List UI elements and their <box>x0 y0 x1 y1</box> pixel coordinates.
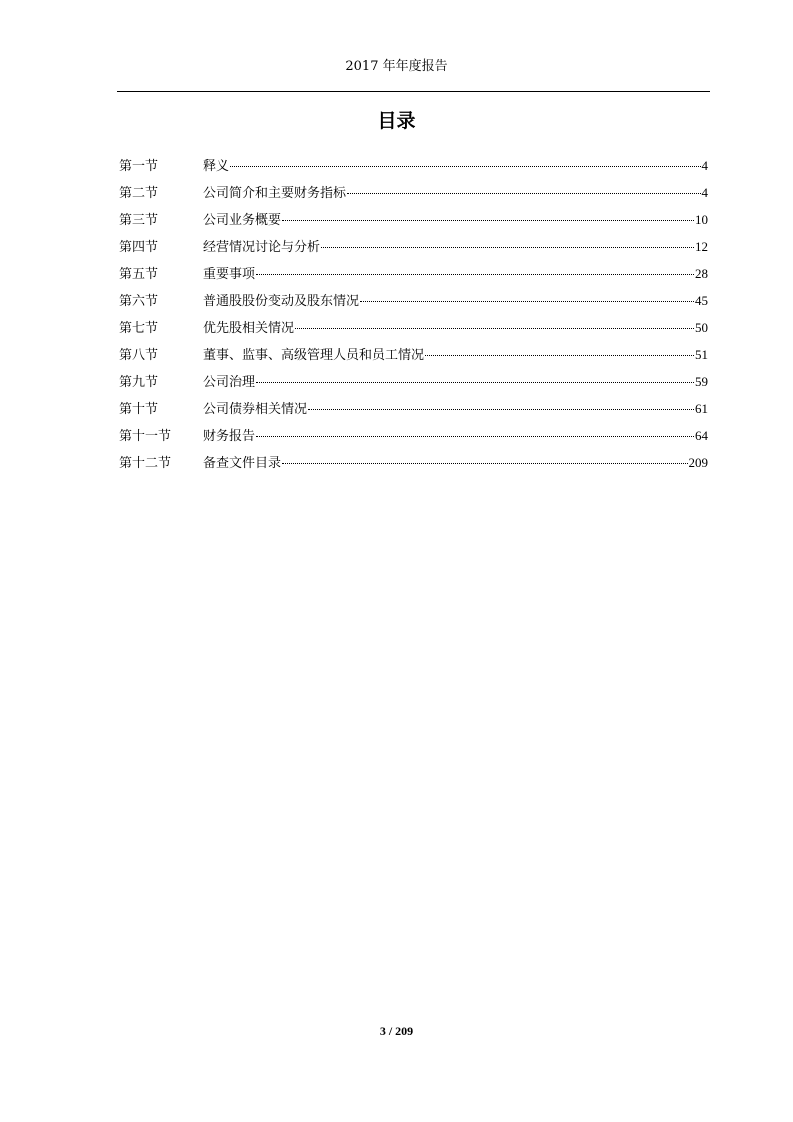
toc-leader-dots <box>282 463 687 464</box>
toc-page-number: 45 <box>695 293 708 308</box>
toc-page-number: 4 <box>701 185 708 200</box>
toc-section-title: 公司治理 <box>203 375 256 390</box>
toc-section-title: 普通股股份变动及股东情况 <box>203 294 360 309</box>
toc-row[interactable] <box>119 318 708 345</box>
toc-section-number: 第六节 <box>119 294 159 309</box>
toc-row[interactable] <box>119 372 708 399</box>
toc-section-number: 第三节 <box>119 213 159 228</box>
toc-page-number: 12 <box>695 239 708 254</box>
toc-leader-dots <box>230 166 700 167</box>
table-of-contents <box>119 156 708 480</box>
toc-leader-dots <box>295 328 694 329</box>
toc-row[interactable] <box>119 183 708 210</box>
toc-page-number: 4 <box>701 158 708 173</box>
toc-row[interactable] <box>119 210 708 237</box>
toc-section-number: 第九节 <box>119 375 159 390</box>
toc-section-title: 财务报告 <box>203 429 256 444</box>
toc-section-title: 释义 <box>203 159 230 174</box>
toc-leader-dots <box>360 301 694 302</box>
toc-row[interactable] <box>119 426 708 453</box>
toc-row[interactable] <box>119 264 708 291</box>
toc-leader-dots <box>425 355 694 356</box>
toc-section-number: 第八节 <box>119 348 159 363</box>
toc-page-number: 28 <box>695 266 708 281</box>
toc-section-title: 董事、监事、高级管理人员和员工情况 <box>203 348 425 363</box>
page-title: 目录 <box>377 110 416 132</box>
toc-row[interactable] <box>119 345 708 372</box>
toc-section-title: 经营情况讨论与分析 <box>203 240 321 255</box>
toc-section-title: 重要事项 <box>203 267 256 282</box>
toc-page-number: 59 <box>695 374 708 389</box>
toc-section-number: 第七节 <box>119 321 159 336</box>
toc-section-number: 第十二节 <box>119 456 172 471</box>
header-divider <box>117 91 710 92</box>
toc-section-title: 优先股相关情况 <box>203 321 295 336</box>
toc-row[interactable] <box>119 237 708 264</box>
toc-page-number: 209 <box>688 455 708 470</box>
toc-page-number: 61 <box>695 401 708 416</box>
toc-leader-dots <box>347 193 700 194</box>
toc-leader-dots <box>256 382 694 383</box>
toc-section-number: 第十节 <box>119 402 159 417</box>
page-number-footer: 3 / 209 <box>379 1024 414 1038</box>
running-header: 2017 年年度报告 <box>345 59 448 74</box>
toc-section-title: 公司业务概要 <box>203 213 282 228</box>
toc-page-number: 51 <box>695 347 708 362</box>
toc-section-number: 第十一节 <box>119 429 172 444</box>
toc-section-title: 备查文件目录 <box>203 456 282 471</box>
toc-page-number: 50 <box>695 320 708 335</box>
toc-row[interactable] <box>119 291 708 318</box>
toc-page-number: 10 <box>695 212 708 227</box>
toc-row[interactable] <box>119 453 708 480</box>
toc-section-number: 第五节 <box>119 267 159 282</box>
toc-leader-dots <box>282 220 694 221</box>
toc-page-number: 64 <box>695 428 708 443</box>
toc-section-number: 第二节 <box>119 186 159 201</box>
toc-section-number: 第四节 <box>119 240 159 255</box>
toc-leader-dots <box>256 274 694 275</box>
toc-row[interactable] <box>119 156 708 183</box>
toc-section-number: 第一节 <box>119 159 159 174</box>
toc-row[interactable] <box>119 399 708 426</box>
toc-section-title: 公司简介和主要财务指标 <box>203 186 347 201</box>
toc-leader-dots <box>308 409 694 410</box>
toc-leader-dots <box>321 247 694 248</box>
toc-section-title: 公司债券相关情况 <box>203 402 308 417</box>
toc-leader-dots <box>256 436 694 437</box>
